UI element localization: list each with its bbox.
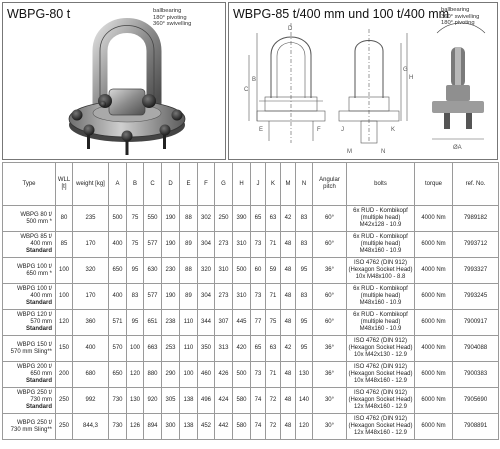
cell-h: 445 (233, 310, 251, 336)
bolts-line: M48x160 - 10.9 (359, 326, 402, 332)
bolts-line: (Hexagon Socket Head) (348, 267, 413, 273)
cell-f: 452 (198, 414, 215, 440)
cell-h: 420 (233, 336, 251, 362)
header-h: H (233, 163, 251, 206)
svg-text:H: H (409, 75, 414, 81)
cell-m: 42 (281, 206, 296, 232)
cell-type (3, 206, 56, 232)
cell-k: 72 (266, 388, 281, 414)
type-line-1: WBPG 100 t/ (16, 286, 52, 292)
cell-n: 95 (296, 310, 313, 336)
bolts-line: (multiple head) (360, 241, 401, 247)
cell-m: 48 (281, 232, 296, 258)
cell-g: 307 (215, 310, 233, 336)
type-line-1: WBPG 120 t/ (16, 312, 52, 318)
cell-e: 88 (180, 258, 198, 284)
cell-e: 110 (180, 336, 198, 362)
cell-f: 496 (198, 388, 215, 414)
cell-e: 110 (180, 310, 198, 336)
cell-pitch: 30° (313, 388, 347, 414)
cell-a: 730 (109, 388, 127, 414)
cell-weight: 400 (73, 336, 109, 362)
lifting-point-3d-render (3, 3, 225, 159)
cell-e: 138 (180, 414, 198, 440)
svg-text:D: D (288, 26, 293, 32)
svg-text:G: G (403, 67, 408, 73)
cell-d: 190 (162, 284, 180, 310)
cell-pitch: 60° (313, 310, 347, 336)
type-size: 500 mm * (26, 218, 52, 225)
type-standard-label: Standard (25, 300, 52, 306)
bolts-line: M42x128 - 10.9 (359, 222, 402, 228)
cell-d: 190 (162, 206, 180, 232)
cell-e: 89 (180, 284, 198, 310)
cell-a: 400 (109, 232, 127, 258)
cell-c: 577 (144, 232, 162, 258)
cell-f: 304 (198, 284, 215, 310)
header-torque: torque (415, 163, 453, 206)
cell-weight: 235 (73, 206, 109, 232)
type-line-2 (4, 371, 52, 385)
type-line-1: WBPG 85 t/ (20, 234, 52, 240)
cell-pitch: 60° (313, 206, 347, 232)
cell-h: 580 (233, 414, 251, 440)
cell-weight: 360 (73, 310, 109, 336)
cell-bolts (347, 336, 415, 362)
table-row (3, 362, 499, 388)
svg-text:M: M (347, 149, 352, 155)
cell-a: 500 (109, 206, 127, 232)
cell-wll: 80 (56, 206, 73, 232)
cell-k: 71 (266, 284, 281, 310)
type-standard-label: Standard (25, 248, 52, 254)
type-line-1: WBPG 80 t/ (20, 211, 52, 218)
cell-m: 42 (281, 336, 296, 362)
cell-ref: 7993245 (453, 284, 499, 310)
cell-b: 120 (127, 362, 144, 388)
cell-weight: 680 (73, 362, 109, 388)
cell-g: 273 (215, 232, 233, 258)
bolts-line: 6x RUD - Kombikopf (353, 286, 408, 292)
cell-ref: 7989182 (453, 206, 499, 232)
cell-g: 273 (215, 284, 233, 310)
bolts-line: (multiple head) (360, 293, 401, 299)
type-line-2 (4, 271, 52, 278)
cell-k: 63 (266, 206, 281, 232)
cell-j: 73 (251, 284, 266, 310)
cell-a: 650 (109, 258, 127, 284)
cell-torque: 6000 Nm (415, 284, 453, 310)
type-line-2 (4, 319, 52, 333)
type-line-1: WBPG 150 t/ (16, 341, 52, 348)
bolts-line: (Hexagon Socket Head) (348, 345, 413, 351)
cell-c: 577 (144, 284, 162, 310)
svg-text:F: F (317, 127, 321, 133)
type-size: 400 mm (30, 241, 52, 247)
header-d: D (162, 163, 180, 206)
header-ref-no: ref. No. (453, 163, 499, 206)
bolts-line: 6x RUD - Kombikopf (353, 234, 408, 240)
cell-j: 74 (251, 388, 266, 414)
cell-d: 190 (162, 232, 180, 258)
cell-g: 424 (215, 388, 233, 414)
type-size: 570 mm (30, 319, 52, 325)
cell-torque: 6000 Nm (415, 232, 453, 258)
wbpg-80-panel (2, 2, 226, 160)
dim-labels-render (453, 145, 462, 151)
cell-c: 630 (144, 258, 162, 284)
bolts-line: M48x160 - 10.9 (359, 300, 402, 306)
cell-pitch: 36° (313, 258, 347, 284)
type-line-1: WBPG 250 t/ (16, 419, 52, 426)
bolts-line: (Hexagon Socket Head) (348, 371, 413, 377)
type-size: 650 mm * (26, 270, 52, 277)
cell-bolts (347, 310, 415, 336)
bolts-line: 6x RUD - Kombikopf (353, 208, 408, 214)
type-size: 730 mm Sling** (10, 426, 52, 433)
cell-ref: 7900917 (453, 310, 499, 336)
cell-torque: 6000 Nm (415, 362, 453, 388)
type-standard-label: Standard (25, 404, 52, 410)
small-render (432, 23, 485, 139)
cell-n: 83 (296, 206, 313, 232)
svg-text:B: B (252, 77, 257, 83)
svg-text:E: E (259, 127, 264, 133)
cell-a: 730 (109, 414, 127, 440)
product-figures (2, 2, 498, 160)
cell-k: 59 (266, 258, 281, 284)
cell-k: 72 (266, 414, 281, 440)
panel-notes: ballbearing 360° swivelling 180° pivoting (441, 7, 480, 27)
cell-bolts (347, 388, 415, 414)
cell-f: 460 (198, 362, 215, 388)
header-m: M (281, 163, 296, 206)
cell-ref: 7900383 (453, 362, 499, 388)
cell-m: 48 (281, 284, 296, 310)
table-row (3, 206, 499, 232)
type-line-1: WBPG 250 t/ (16, 390, 52, 396)
cell-c: 651 (144, 310, 162, 336)
type-line-1: WBPG 100 t/ (16, 263, 52, 270)
cell-b: 95 (127, 258, 144, 284)
header-a: A (109, 163, 127, 206)
cell-e: 88 (180, 206, 198, 232)
cell-bolts (347, 414, 415, 440)
cell-j: 65 (251, 336, 266, 362)
cell-type (3, 388, 56, 414)
type-size: 400 mm (30, 293, 52, 299)
cell-h: 390 (233, 206, 251, 232)
cell-a: 400 (109, 284, 127, 310)
cell-c: 880 (144, 362, 162, 388)
type-line-2 (4, 293, 52, 307)
header-angular-pitch: Angular pitch (313, 163, 347, 206)
header-g: G (215, 163, 233, 206)
bolts-line: (multiple head) (360, 319, 401, 325)
dim-labels-front (244, 26, 321, 133)
cell-bolts (347, 232, 415, 258)
type-line-2 (4, 349, 52, 356)
bolts-line: 10x M42x130 - 12.9 (353, 352, 408, 358)
cell-j: 74 (251, 414, 266, 440)
cell-bolts (347, 258, 415, 284)
cell-f: 344 (198, 310, 215, 336)
table-row (3, 336, 499, 362)
cell-k: 75 (266, 310, 281, 336)
cell-pitch: 36° (313, 336, 347, 362)
header-weight: weight [kg] (73, 163, 109, 206)
header-wll: WLL [t] (56, 163, 73, 206)
cell-torque: 6000 Nm (415, 414, 453, 440)
bolts-line: ISO 4762 (DIN 912) (353, 416, 408, 422)
cell-ref: 7905690 (453, 388, 499, 414)
cell-d: 305 (162, 388, 180, 414)
cell-a: 650 (109, 362, 127, 388)
bolts-line: ISO 4762 (DIN 912) (353, 390, 408, 396)
cell-wll: 100 (56, 284, 73, 310)
type-standard-label: Standard (25, 378, 52, 384)
table-row (3, 232, 499, 258)
cell-d: 300 (162, 414, 180, 440)
bolts-line: ISO 4762 (DIN 912) (353, 364, 408, 370)
cell-e: 138 (180, 388, 198, 414)
svg-text:K: K (391, 127, 396, 133)
cell-h: 580 (233, 388, 251, 414)
type-size: 650 mm (30, 371, 52, 377)
cell-n: 120 (296, 414, 313, 440)
cell-n: 95 (296, 258, 313, 284)
table-body (3, 206, 499, 440)
cell-d: 253 (162, 336, 180, 362)
cell-f: 320 (198, 258, 215, 284)
cell-g: 310 (215, 258, 233, 284)
header-e: E (180, 163, 198, 206)
panel-title: WBPG-80 t (7, 7, 71, 21)
wbpg-85-100-panel (228, 2, 498, 160)
cell-h: 500 (233, 362, 251, 388)
header-bolts: bolts (347, 163, 415, 206)
cell-type (3, 336, 56, 362)
panel-notes: ballbearing 180° pivoting 360° swivelling (153, 8, 192, 28)
cell-b: 83 (127, 284, 144, 310)
type-line-2 (4, 219, 52, 226)
cell-type (3, 232, 56, 258)
cell-pitch: 60° (313, 284, 347, 310)
technical-drawing (229, 3, 497, 159)
bolts-line: 10x M48x160 - 12.9 (353, 378, 408, 384)
header-b: B (127, 163, 144, 206)
bolts-line: (Hexagon Socket Head) (348, 423, 413, 429)
cell-wll: 200 (56, 362, 73, 388)
table-row (3, 388, 499, 414)
cell-b: 95 (127, 310, 144, 336)
type-size: 730 mm (30, 397, 52, 403)
table-row (3, 414, 499, 440)
bolts-line: M48x160 - 10.9 (359, 248, 402, 254)
cell-f: 350 (198, 336, 215, 362)
bolts-line: 12x M48x160 - 12.9 (353, 430, 408, 436)
cell-j: 73 (251, 232, 266, 258)
cell-type (3, 258, 56, 284)
bolts-line: 12x M48x160 - 12.9 (353, 404, 408, 410)
cell-h: 310 (233, 232, 251, 258)
cell-k: 71 (266, 362, 281, 388)
table-row (3, 258, 499, 284)
cell-wll: 120 (56, 310, 73, 336)
cell-k: 71 (266, 232, 281, 258)
cell-f: 302 (198, 206, 215, 232)
cell-j: 65 (251, 206, 266, 232)
type-standard-label: Standard (25, 326, 52, 332)
cell-d: 290 (162, 362, 180, 388)
cell-k: 63 (266, 336, 281, 362)
svg-text:N: N (381, 149, 386, 155)
cell-c: 550 (144, 206, 162, 232)
bolts-line: ISO 4762 (DIN 912) (353, 338, 408, 344)
cell-b: 130 (127, 388, 144, 414)
cell-e: 89 (180, 232, 198, 258)
header-j: J (251, 163, 266, 206)
cell-pitch: 60° (313, 232, 347, 258)
cell-weight: 320 (73, 258, 109, 284)
cell-n: 95 (296, 336, 313, 362)
cell-g: 426 (215, 362, 233, 388)
header-n: N (296, 163, 313, 206)
front-view (249, 23, 325, 143)
cell-c: 894 (144, 414, 162, 440)
cell-pitch: 36° (313, 362, 347, 388)
cell-torque: 4000 Nm (415, 258, 453, 284)
side-view (339, 29, 407, 143)
cell-ref: 7908891 (453, 414, 499, 440)
cell-d: 238 (162, 310, 180, 336)
header-type: Type (3, 163, 56, 206)
table-header-row (3, 163, 499, 206)
cell-j: 60 (251, 258, 266, 284)
cell-b: 100 (127, 336, 144, 362)
cell-ref: 7993327 (453, 258, 499, 284)
bolts-line: 10x M48x100 - 8.8 (355, 274, 406, 280)
bolts-line: (multiple head) (360, 215, 401, 221)
cell-b: 75 (127, 206, 144, 232)
cell-bolts (347, 362, 415, 388)
svg-text:C: C (244, 87, 249, 93)
cell-n: 140 (296, 388, 313, 414)
cell-m: 48 (281, 362, 296, 388)
cell-h: 310 (233, 284, 251, 310)
type-line-2 (4, 427, 52, 434)
cell-type (3, 310, 56, 336)
cell-torque: 6000 Nm (415, 310, 453, 336)
cell-weight: 844,3 (73, 414, 109, 440)
cell-weight: 170 (73, 284, 109, 310)
svg-text:ØA: ØA (453, 145, 462, 151)
type-line-2 (4, 241, 52, 255)
cell-a: 571 (109, 310, 127, 336)
cell-j: 73 (251, 362, 266, 388)
cell-g: 250 (215, 206, 233, 232)
cell-b: 75 (127, 232, 144, 258)
cell-a: 570 (109, 336, 127, 362)
panel-title: WBPG-85 t/400 mm und 100 t/400 mm (233, 7, 450, 21)
cell-m: 48 (281, 388, 296, 414)
cell-type (3, 362, 56, 388)
cell-ref: 7993712 (453, 232, 499, 258)
cell-j: 77 (251, 310, 266, 336)
cell-bolts (347, 284, 415, 310)
cell-torque: 4000 Nm (415, 206, 453, 232)
cell-b: 126 (127, 414, 144, 440)
cell-wll: 250 (56, 388, 73, 414)
cell-m: 48 (281, 414, 296, 440)
cell-bolts (347, 206, 415, 232)
cell-g: 442 (215, 414, 233, 440)
bolts-line: (Hexagon Socket Head) (348, 397, 413, 403)
cell-torque: 6000 Nm (415, 388, 453, 414)
table-row (3, 284, 499, 310)
type-size: 570 mm Sling** (10, 348, 52, 355)
cell-type (3, 414, 56, 440)
cell-wll: 85 (56, 232, 73, 258)
cell-pitch: 30° (313, 414, 347, 440)
cell-g: 313 (215, 336, 233, 362)
cell-torque: 4000 Nm (415, 336, 453, 362)
cell-ref: 7904088 (453, 336, 499, 362)
header-c: C (144, 163, 162, 206)
cell-c: 663 (144, 336, 162, 362)
cell-wll: 250 (56, 414, 73, 440)
cell-n: 130 (296, 362, 313, 388)
cell-weight: 170 (73, 232, 109, 258)
cell-c: 920 (144, 388, 162, 414)
cell-n: 83 (296, 284, 313, 310)
type-line-2 (4, 397, 52, 411)
cell-wll: 100 (56, 258, 73, 284)
bolts-line: 6x RUD - Kombikopf (353, 312, 408, 318)
cell-d: 230 (162, 258, 180, 284)
cell-weight: 992 (73, 388, 109, 414)
svg-text:J: J (341, 127, 344, 133)
cell-m: 48 (281, 258, 296, 284)
cell-n: 83 (296, 232, 313, 258)
table-row (3, 310, 499, 336)
header-k: K (266, 163, 281, 206)
header-f: F (198, 163, 215, 206)
cell-e: 100 (180, 362, 198, 388)
cell-wll: 150 (56, 336, 73, 362)
cell-type (3, 284, 56, 310)
type-line-1: WBPG 200 t/ (16, 364, 52, 370)
cell-f: 304 (198, 232, 215, 258)
cell-h: 500 (233, 258, 251, 284)
specification-table (2, 162, 499, 440)
bolts-line: ISO 4762 (DIN 912) (353, 260, 408, 266)
cell-m: 48 (281, 310, 296, 336)
